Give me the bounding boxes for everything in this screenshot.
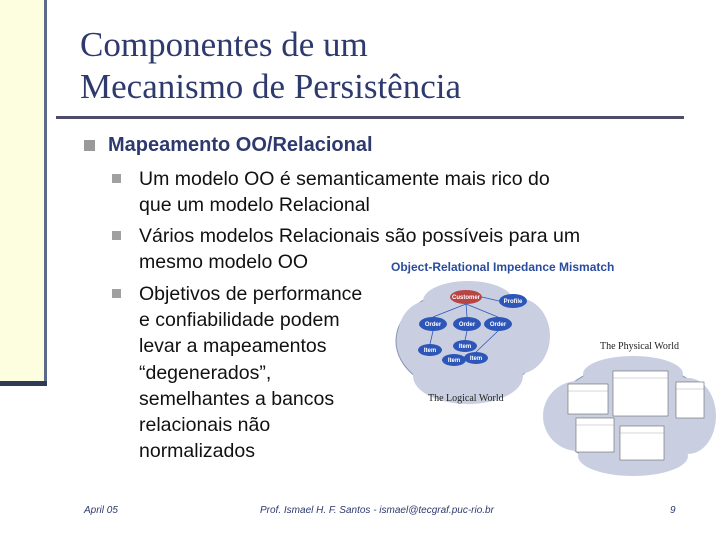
db-table-3 <box>676 382 704 418</box>
db-table-1 <box>568 384 608 414</box>
diagram-title: Object-Relational Impedance Mismatch <box>391 260 615 274</box>
title-line-1: Componentes de um <box>80 25 368 64</box>
sub-bullet-1-line-2: que um modelo Relacional <box>139 194 370 216</box>
order-label-3: Order <box>489 322 507 328</box>
slide-title <box>80 24 680 108</box>
order-label-1: Order <box>424 322 442 328</box>
sub-bullet-3-line-3: levar a mapeamentos <box>139 335 327 357</box>
title-line-2: Mecanismo de Persistência <box>80 67 462 106</box>
main-bullet-text: Mapeamento OO/Relacional <box>108 134 373 156</box>
sub-bullet-3-line-1: Objetivos de performance <box>139 283 363 305</box>
sub-bullet-3-line-2: e confiabilidade podem <box>139 309 340 331</box>
square-bullet-icon <box>112 289 121 298</box>
db-table-4 <box>576 418 614 452</box>
db-table-5 <box>620 426 664 460</box>
customer-label: Customer <box>451 295 481 301</box>
left-accent-cap <box>0 381 47 386</box>
logical-world-label: The Logical World <box>428 393 504 404</box>
left-accent-rule <box>44 0 47 382</box>
sub-bullet-3-line-4: “degenerados”, <box>139 362 272 384</box>
sub-bullet-3-line-5: semelhantes a bancos <box>139 388 335 410</box>
sub-bullet-2-line-1: Vários modelos Relacionais são possíveis para um <box>139 225 581 247</box>
left-accent-bar <box>0 0 47 382</box>
item-label-4: Item <box>469 356 483 362</box>
sub-bullet-3-line-7: normalizados <box>139 440 255 462</box>
item-label-2: Item <box>458 344 472 350</box>
sub-bullet-3-line-6: relacionais não <box>139 414 271 436</box>
title-underline <box>56 116 684 119</box>
sub-bullet-2-line-2: mesmo modelo OO <box>139 251 309 273</box>
square-bullet-icon <box>112 231 121 240</box>
item-label-3: Item <box>447 358 461 364</box>
sub-bullet-1-line-1: Um modelo OO é semanticamente mais rico do <box>139 168 550 190</box>
footer-author: Prof. Ismael H. F. Santos - ismael@tecgraf.puc-rio.br <box>260 505 494 516</box>
footer-page-number: 9 <box>670 505 676 516</box>
profile-label: Profile <box>503 299 523 305</box>
order-label-2: Order <box>458 322 476 328</box>
diagram-svg <box>388 256 720 478</box>
impedance-mismatch-diagram <box>388 256 720 478</box>
footer-date: April 05 <box>84 505 118 516</box>
square-bullet-icon <box>112 174 121 183</box>
item-label-1: Item <box>423 348 437 354</box>
square-bullet-icon <box>84 140 95 151</box>
db-table-2 <box>613 371 668 416</box>
physical-world-label: The Physical World <box>600 341 679 352</box>
